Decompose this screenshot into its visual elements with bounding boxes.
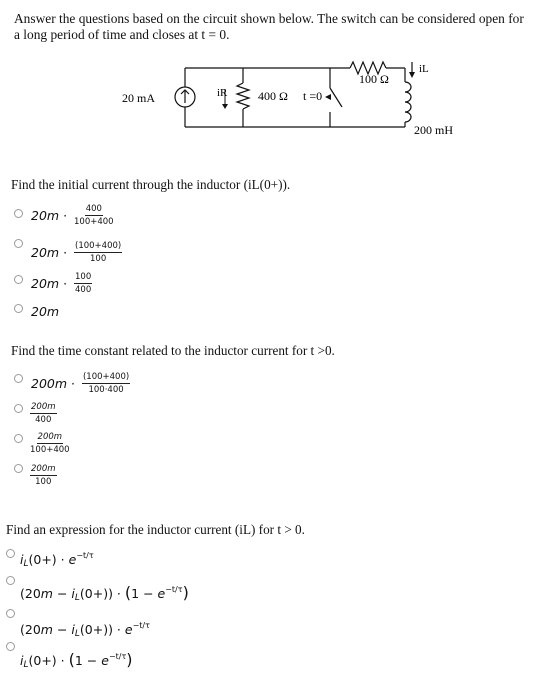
switch-label: t =0 [303, 89, 323, 103]
q3-option-4-radio[interactable] [6, 642, 15, 651]
q3-option-3-math: $(20m - i_L(0+)) \cdot e^{-t/\tau}$ [20, 621, 150, 639]
q3-option-3-radio[interactable] [6, 609, 15, 618]
q1-option-2-radio[interactable] [14, 239, 23, 248]
r400-label: 400 Ω [258, 89, 288, 103]
intro-text: Answer the questions based on the circuit shown below. The switch can be considered open for a long period of time and closes at t = 0. [14, 11, 524, 42]
inductor-label: 200 mH [414, 123, 453, 137]
q3-option-4-math: $i_L(0+) \cdot (1 - e^{-t/\tau})$ [20, 650, 133, 670]
question-2-text: Find the time constant related to the inductor current for t >0. [11, 343, 335, 358]
q2-option-1-radio[interactable] [14, 374, 23, 383]
source-label: 20 mA [122, 91, 155, 105]
q2-option-4-math: $\frac{200m}{100}$ [31, 464, 56, 487]
q1-option-3-math: 20m · $\frac{100}{400}$ [31, 272, 92, 295]
ir-label: iR [217, 87, 228, 99]
q1-option-1-math: 20m · $\frac{400}{100+400}$ [31, 204, 114, 227]
question-3-text: Find an expression for the inductor current (iL) for t > 0. [6, 522, 305, 537]
il-label: iL [419, 63, 429, 75]
q2-option-3-radio[interactable] [14, 434, 23, 443]
q3-option-2-math: $(20m - i_L(0+)) \cdot (1 - e^{-t/\tau})$ [20, 583, 189, 603]
q1-option-2-math: 20m · $\frac{(100+400)}{100}$ [31, 241, 122, 264]
q2-option-2-math: $\frac{200m}{400}$ [31, 402, 56, 425]
q1-option-4-radio[interactable] [14, 304, 23, 313]
q1-option-4-math: 20m [31, 304, 60, 319]
q2-option-3-math: $\frac{200m}{100+400}$ [30, 432, 70, 455]
r100-label: 100 Ω [359, 72, 389, 86]
q2-option-4-radio[interactable] [14, 464, 23, 473]
q3-option-1-math: $i_L(0+) \cdot e^{-t/\tau}$ [20, 551, 94, 569]
q1-option-3-radio[interactable] [14, 275, 23, 284]
q3-option-1-radio[interactable] [6, 549, 15, 558]
q3-option-2-radio[interactable] [6, 576, 15, 585]
circuit-diagram [0, 0, 537, 170]
q2-option-1-math: 200m · $\frac{(100+400)}{100\cdot 400}$ [31, 372, 130, 395]
q1-option-1-radio[interactable] [14, 209, 23, 218]
question-1-text: Find the initial current through the inductor (iL(0+)). [11, 177, 291, 192]
q2-option-2-radio[interactable] [14, 404, 23, 413]
